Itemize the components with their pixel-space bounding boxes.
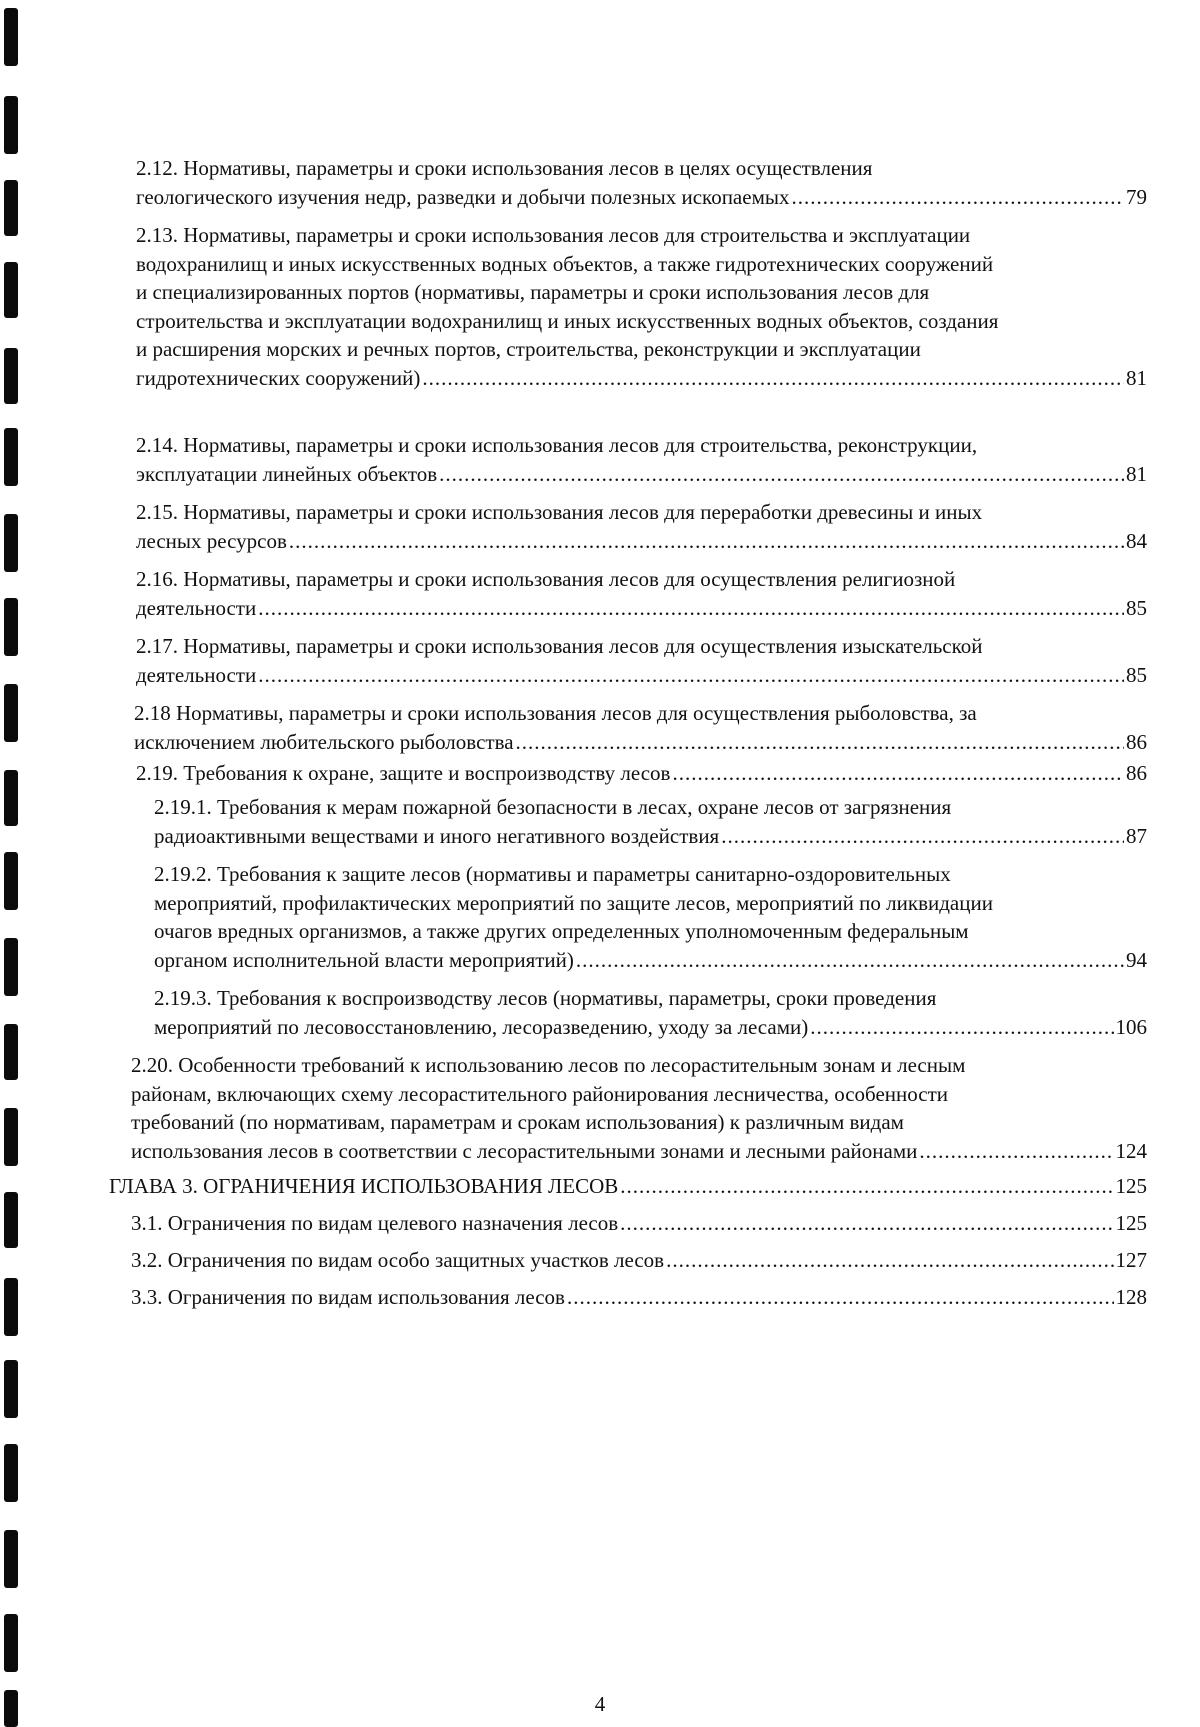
toc-page-number: 128 [1115,1285,1147,1309]
toc-entry-last-line [109,1172,1147,1201]
toc-entry [136,154,1147,211]
dot-leader [439,460,1124,489]
toc-page-number: 81 [1126,461,1147,486]
toc-entry [131,1051,1147,1165]
binding-hole [4,1278,18,1336]
toc-page-number: 86 [1126,761,1147,785]
toc-entry-last-line [136,460,1147,489]
binding-hole [4,1360,18,1418]
dot-leader [258,594,1124,623]
toc-entry [136,431,1147,488]
binding-hole [4,180,18,236]
toc-entry-text: исключением любительского рыболовства [134,729,514,754]
toc-entry-last-line [131,1283,1147,1312]
toc-entry [131,1246,1147,1275]
toc-entry-last-line [131,1137,1147,1166]
toc-entry-text: гидротехнических сооружений) [136,365,421,390]
toc-entry-text: водохранилищ и иных искусственных водных объектов, а также гидротехнических сооружений [136,251,994,276]
toc-page-number: 87 [1126,823,1147,848]
binding-hole [4,1024,18,1080]
binding-hole [4,8,18,66]
toc-entry-text: 2.14. Нормативы, параметры и сроки использования лесов для строительства, реконструкции, [136,433,978,457]
toc-entry [109,1172,1147,1201]
toc-entry-text: ГЛАВА 3. ОГРАНИЧЕНИЯ ИСПОЛЬЗОВАНИЯ ЛЕСОВ [109,1174,619,1198]
binding-hole [4,428,18,486]
toc-entry-text: деятельности [136,595,257,620]
toc-entry-last-line [136,183,1147,212]
dot-leader [919,1137,1113,1166]
toc-entry [131,1209,1147,1238]
binding-hole [4,1108,18,1166]
toc-entry-text: эксплуатации линейных объектов [136,461,438,486]
toc-entry-text: 2.19.2. Требования к защите лесов (нормативы и параметры санитарно-оздоровительных [154,862,951,886]
toc-entry-text: очагов вредных организмов, а также других определенных уполномоченным федеральным [154,919,969,943]
toc-entry [136,498,1147,555]
toc-page-number: 86 [1126,729,1147,754]
toc-page-number: 85 [1126,595,1147,620]
toc-entry-text: лесных ресурсов [136,528,287,553]
toc-entry-text: мероприятий, профилактических мероприятий по защите лесов, мероприятий по ликвидации [154,890,993,915]
toc-entry-last-line [136,661,1147,690]
toc-page-number: 81 [1126,365,1147,390]
toc-entry-text: требований (по нормативам, параметрам и срокам использования) к различным видам [131,1110,904,1134]
dot-leader [620,1172,1113,1201]
binding-hole [4,348,18,404]
toc-entry-text: использования лесов в соответствии с лесорастительными зонами и лесными районами [131,1138,918,1163]
dot-leader [620,1209,1113,1238]
toc-entry-text: 3.3. Ограничения по видам использования лесов [131,1285,565,1309]
dot-leader [666,1246,1113,1275]
toc-entry [131,1283,1147,1312]
toc-entry-last-line [136,527,1147,556]
toc-page-number: 125 [1115,1174,1147,1198]
toc-entry [134,699,1147,756]
binding-hole [4,1444,18,1502]
binding-hole [4,1192,18,1248]
toc-entry-last-line [136,364,1147,393]
toc-entry-text: 2.20. Особенности требований к использованию лесов по лесорастительным зонам и лесным [131,1053,966,1077]
binding-hole [4,262,18,318]
toc-page-number: 125 [1115,1211,1147,1235]
toc-page-number: 79 [1126,184,1147,209]
toc-entry-text: 2.17. Нормативы, параметры и сроки использования лесов для осуществления изыскательской [136,634,983,658]
dot-leader [791,183,1124,212]
toc-page-number: 106 [1115,1014,1147,1039]
binding-hole [4,684,18,742]
toc-entry-text: мероприятий по лесовосстановлению, лесоразведению, уходу за лесами) [154,1014,809,1039]
binding-hole [4,938,18,996]
page-number: 4 [594,1692,606,1716]
dot-leader [567,1283,1114,1312]
toc-entry-text: 2.12. Нормативы, параметры и сроки использования лесов в целях осуществления [136,156,873,180]
toc-entry-last-line [154,822,1147,851]
binding-hole [4,1530,18,1588]
toc-page-number: 127 [1115,1248,1147,1272]
toc-entry [154,860,1147,974]
toc-entry-text: 3.1. Ограничения по видам целевого назначения лесов [131,1211,619,1235]
binding-hole [4,770,18,826]
toc-entry-last-line [154,1013,1147,1042]
toc-entry-text: деятельности [136,662,257,687]
toc-entry [154,793,1147,850]
toc-entry-last-line [131,1246,1147,1275]
toc-page-number: 85 [1126,662,1147,687]
toc-entry-last-line [136,594,1147,623]
toc-entry-text: 2.19.1. Требования к мерам пожарной безопасности в лесах, охране лесов от загрязнения [154,795,952,819]
toc-entry-text: 2.15. Нормативы, параметры и сроки использования лесов для переработки древесины и иных [136,500,983,524]
toc-entry-text: 2.19.3. Требования к воспроизводству лесов (нормативы, параметры, сроки проведения [154,986,937,1010]
toc-entry-text: радиоактивными веществами и иного негативного воздействия [154,823,720,848]
dot-leader [258,661,1124,690]
dot-leader [672,759,1124,788]
binding-hole [4,96,18,154]
toc-entry-text: геологического изучения недр, разведки и добычи полезных ископаемых [136,184,790,209]
toc-entry-last-line [136,759,1147,788]
toc-entry-text: районам, включающих схему лесорастительного районирования лесничества, особенности [131,1081,949,1106]
toc-entry [136,565,1147,622]
dot-leader [289,527,1124,556]
toc-entry-text: 2.18 Нормативы, параметры и сроки использования лесов для осуществления рыболовства, за [134,701,977,725]
toc-entry [136,221,1147,392]
binding-holes [0,0,40,1727]
toc-entry-text: и специализированных портов (нормативы, параметры и сроки использования лесов для [136,280,930,304]
dot-leader [576,946,1124,975]
toc-entry [136,632,1147,689]
toc-page-number: 94 [1126,947,1147,972]
toc-entry-text: 2.13. Нормативы, параметры и сроки использования лесов для строительства и эксплуатации [136,223,971,247]
toc-entry-text: органом исполнительной власти мероприятий) [154,947,574,972]
dot-leader [810,1013,1113,1042]
toc-entry-text: 2.19. Требования к охране, защите и воспроизводству лесов [136,761,671,785]
binding-hole [4,514,18,572]
toc-entry-last-line [131,1209,1147,1238]
dot-leader [516,728,1124,757]
toc-entry-last-line [134,728,1147,757]
toc-entry [154,984,1147,1041]
dot-leader [721,822,1124,851]
binding-hole [4,852,18,910]
binding-hole [4,1614,18,1672]
toc-entry-text: 3.2. Ограничения по видам особо защитных участков лесов [131,1248,665,1272]
toc-entry-last-line [154,946,1147,975]
toc-page-number: 84 [1126,528,1147,553]
toc-entry [136,759,1147,788]
binding-hole [4,598,18,656]
dot-leader [422,364,1124,393]
toc-page-number: 124 [1115,1138,1147,1163]
toc-entry-text: строительства и эксплуатации водохранилищ и иных искусственных водных объектов, создания [136,308,999,333]
toc-entry-text: 2.16. Нормативы, параметры и сроки использования лесов для осуществления религиозной [136,567,956,591]
toc-entry-text: и расширения морских и речных портов, строительства, реконструкции и эксплуатации [136,337,921,361]
